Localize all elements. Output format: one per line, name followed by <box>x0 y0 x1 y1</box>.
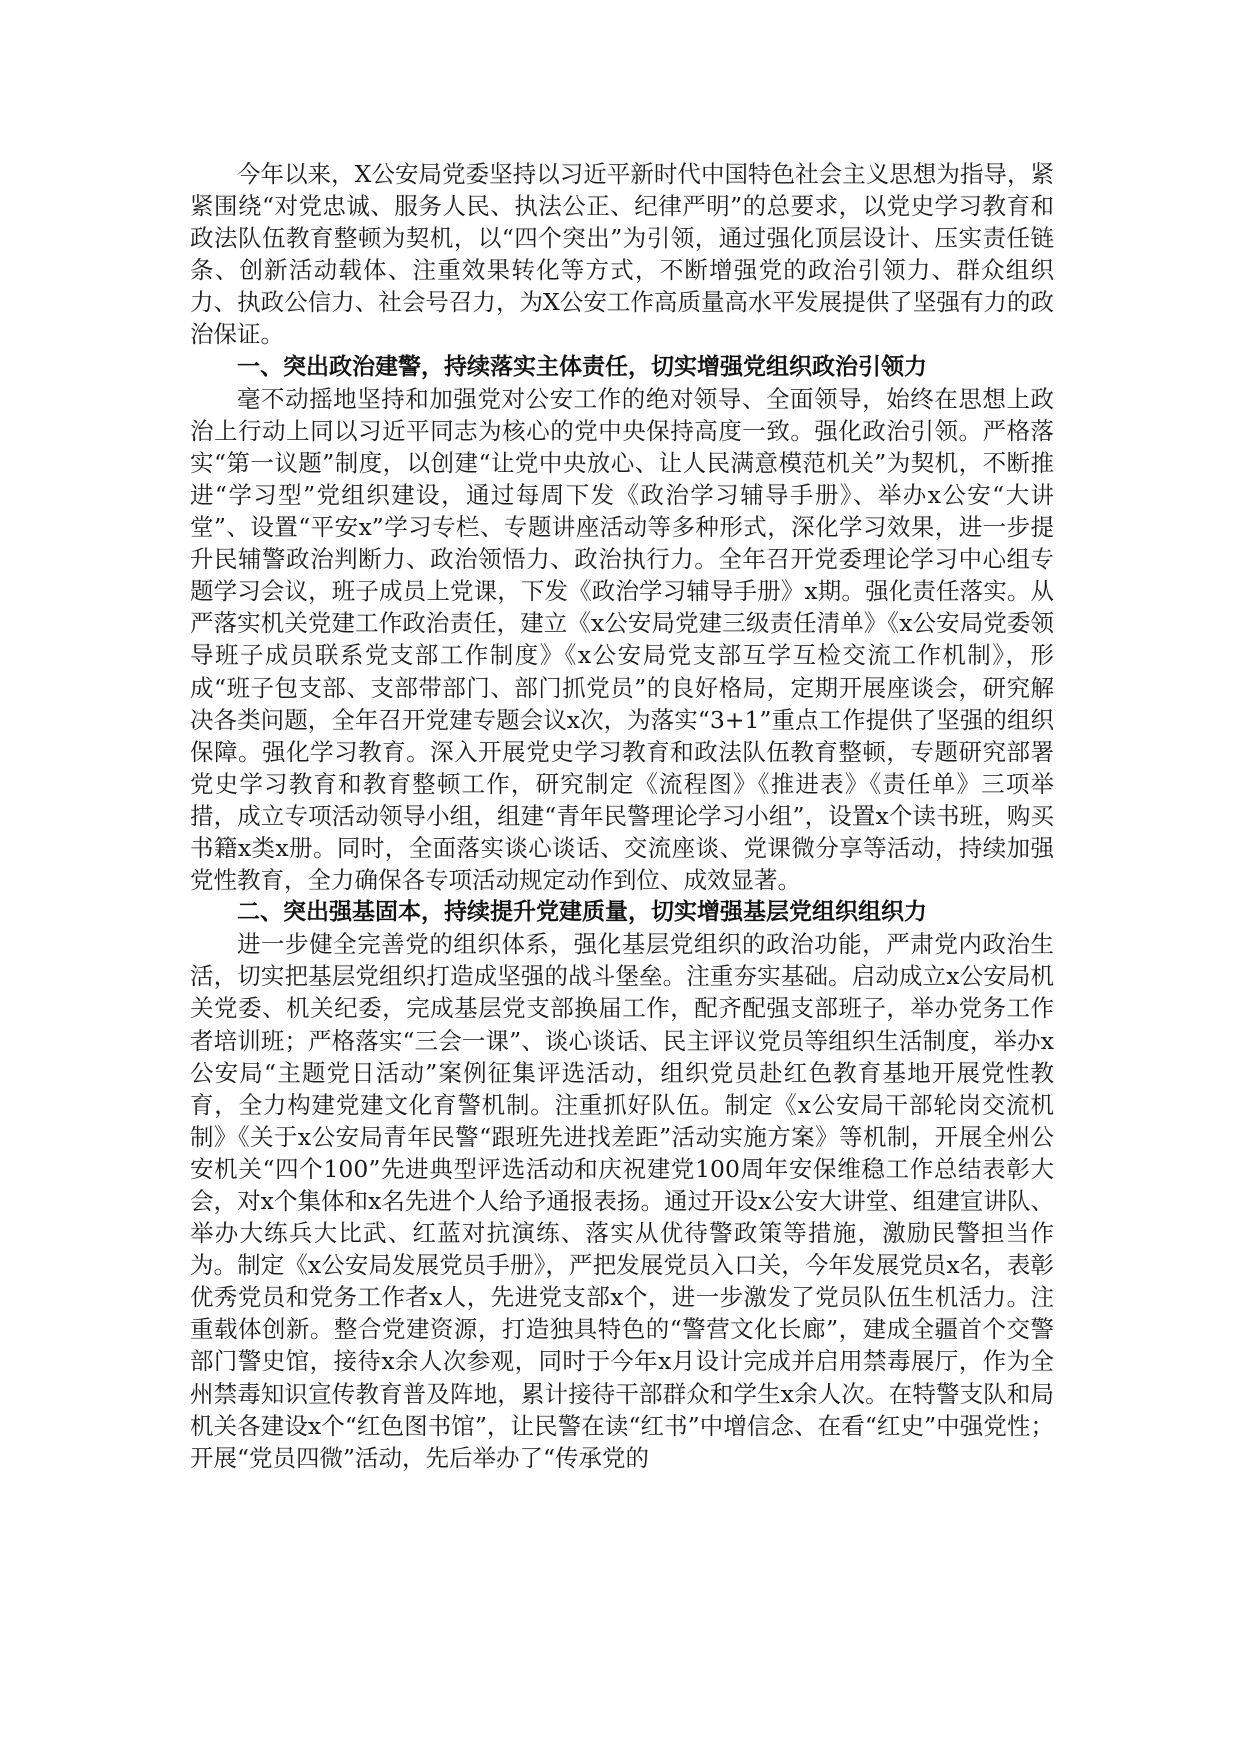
intro-paragraph: 今年以来，X公安局党委坚持以习近平新时代中国特色社会主义思想为指导，紧紧围绕“对党忠诚、服务人民、执法公正、纪律严明”的总要求，以党史学习教育和政法队伍教育整顿为契机，以“四个突出”为引领，通过强化顶层设计、压实责任链条、创新活动载体、注重效果转化等方式，不断增强党的政治引领力、群众组织力、执政公信力、社会号召力，为X公安工作高质量高水平发展提供了坚强有力的政治保证。 <box>190 160 1054 349</box>
section-1-heading: 一、突出政治建警，持续落实主体责任，切实增强党组织政治引领力 <box>237 353 927 380</box>
section-1-paragraph: 毫不动摇地坚持和加强党对公安工作的绝对领导、全面领导，始终在思想上政治上行动上同以习近平同志为核心的党中央保持高度一致。强化政治引领。严格落实“第一议题”制度，以创建“让党中央放心、让人民满意模范机关”为契机，不断推进“学习型”党组织建设，通过每周下发《政治学习辅导手册》、举办x公安“大讲堂”、设置“平安x”学习专栏、专题讲座活动等多种形式，深化学习效果，进一步提升民辅警政治判断力、政治领悟力、政治执行力。全年召开党委理论学习中心组专题学习会议，班子成员上党课，下发《政治学习辅导手册》x期。强化责任落实。从严落实机关党建工作政治责任，建立《x公安局党建三级责任清单》《x公安局党委领导班子成员联系党支部工作制度》《x公安局党支部互学互检交流工作机制》，形成“班子包支部、支部带部门、部门抓党员”的良好格局，定期开展座谈会，研究解决各类问题，全年召开党建专题会议x次，为落实“3+1”重点工作提供了坚强的组织保障。强化学习教育。深入开展党史学习教育和政法队伍教育整顿，专题研究部署党史学习教育和教育整顿工作，研究制定《流程图》《推进表》《责任单》三项举措，成立专项活动领导小组，组建“青年民警理论学习小组”，设置x个读书班，购买书籍x类x册。同时，全面落实谈心谈话、交流座谈、党课微分享等活动，持续加强党性教育，全力确保各专项活动规定动作到位、成效显著。 <box>190 384 1054 895</box>
section-2-paragraph: 进一步健全完善党的组织体系，强化基层党组织的政治功能，严肃党内政治生活，切实把基层党组织打造成坚强的战斗堡垒。注重夯实基础。启动成立x公安局机关党委、机关纪委，完成基层党支部换届工作，配齐配强支部班子，举办党务工作者培训班；严格落实“三会一课”、谈心谈话、民主评议党员等组织生活制度，举办x公安局“主题党日活动”案例征集评选活动，组织党员赴红色教育基地开展党性教育，全力构建党建文化育警机制。注重抓好队伍。制定《x公安局干部轮岗交流机制》《关于x公安局青年民警“跟班先进找差距”活动实施方案》等机制，开展全州公安机关“四个100”先进典型评选活动和庆祝建党100周年安保维稳工作总结表彰大会，对x个集体和x名先进个人给予通报表扬。通过开设x公安大讲堂、组建宣讲队、举办大练兵大比武、红蓝对抗演练、落实从优待警政策等措施，激励民警担当作为。制定《x公安局发展党员手册》，严把发展党员入口关，今年发展党员x名，表彰优秀党员和党务工作者x人，先进党支部x个，进一步激发了党员队伍生机活力。注重载体创新。整合党建资源，打造独具特色的“警营文化长廊”，建成全疆首个交警部门警史馆，接待x余人次参观，同时于今年x月设计完成并启用禁毒展厅，作为全州禁毒知识宣传教育普及阵地，累计接待干部群众和学生x余人次。在特警支队和局机关各建设x个“红色图书馆”，让民警在读“红书”中增信念、在看“红史”中强党性；开展“党员四微”活动，先后举办了“传承党的 <box>190 930 1054 1472</box>
document-body <box>190 158 1054 1474</box>
section-2-heading: 二、突出强基固本，持续提升党建质量，切实增强基层党组织组织力 <box>237 899 927 926</box>
